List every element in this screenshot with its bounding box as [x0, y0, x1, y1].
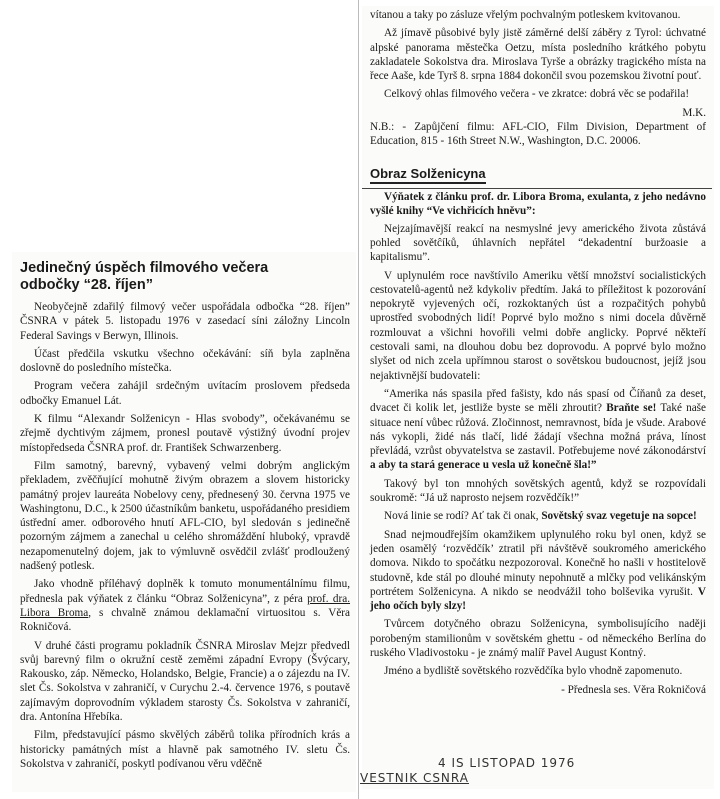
paragraph: Jméno a bydliště sovětského rozvědčíka bylo vhodně zapomenuto.: [384, 665, 683, 678]
paragraph: Nejzajímavější reakcí na nesmyslné jevy amerického života zůstává pohled sovětĉíků, úhlavních nepřátel “dekadentní buržoasie a kapitalismu”.: [370, 222, 706, 264]
paragraph: Film, představující pásmo skvělých záběrů tolika přírodních krás a historicky památných míst a hlavně pak samotného IV. sletu Čs. Sokolstva v zahraničí, poskytl podívanou věru vděčně: [20, 729, 350, 770]
paragraph: K filmu “Alexandr Solženicyn - Hlas svobody”, očekávanému se zřejmě dychtivým zájmem, pronesl poutavě výstižný úvodní projev místopředseda ČSNRA prof. dr. František Schwarzenberg.: [20, 413, 350, 454]
paragraph: Nová linie se rodí? Ať tak či onak, Sovětský svaz vegetuje na sopce!: [384, 510, 697, 523]
separator-line: [362, 188, 712, 189]
paragraph: Tvůrcem dotyčného obrazu Solženicyna, symbolisujícího naději porobeným stamilionům v sovětském ghettu - od německého Berlína do ruského Vladivostoku - je známý malíř Pavel August Kontný.: [370, 618, 706, 659]
paragraph: V druhé části programu pokladník ČSNRA Miroslav Mejzr předvedl svůj barevný film o okružní cestě zeměmi západní Evropy (Švýcary, Rakousko, záp. Německo, Holandsko, Belgie, Francie) a o zájezdu na IV. slet Čs. Sokolstva v zahraničí, v Curychu 2.-4. července 1976, s poutavě zajímavým doprovodním výkladem starosty Čs. Sokolstva v zahraničí, dra. Antonína Hřebíka.: [20, 639, 350, 724]
paragraph: Až jímavě působivé byly jistě záměrné delší záběry z Tyrol: úchvatné alpské panorama městečka Oetzu, místa posledního krátkého pobytu zakladatele Sokolstva dra. Miroslava Tyrše a obrázky tragického místa na řece Aaše, kde Tyrš 8. srpna 1884 dokončil svou pozemskou životní pouť.: [370, 27, 706, 83]
left-clipping: [12, 252, 356, 792]
paragraph: Film samotný, barevný, vybavený velmi dobrým anglickým překladem, zvěčňující mohutně živým obrazem a slovem historicky památný projev laureáta Nobelovy ceny, přednesený 30. června 1975 ve Washingtonu, D.C., k 2500 účastníkům banketu, uspořádaného presidiem ústřední amer. odborového hnutí AFL-CIO, byl sledován s jedinečně pozorným zájmem a zanechal u celého shromáždění hluboký, vpravdě nezapomenutelný dojem, jak to výmluvně osvědčil zvlášť prodloužený nadšený potlesk.: [20, 459, 350, 573]
handwritten-source: VESTNIK CSNRA: [360, 771, 469, 785]
paragraph: Takový byl ton mnohých sovětských agentů, když se rozpovídali soukromě: “Já už naprosto nejsem rozvědčík!”: [370, 477, 706, 505]
right-clipping: [362, 6, 714, 789]
signature: - Přednesla ses. Věra Rokničová: [561, 683, 706, 696]
paragraph: Neobyčejně zdařilý filmový večer uspořádala odbočka “28. říjen” ČSNRA v pátek 5. listopadu 1976 v zasedací síni záložny Lincoln Federal Savings v Berwyn, Illinois.: [20, 301, 350, 342]
blank-area: [10, 0, 350, 248]
lead-paragraph: Výňatek z článku prof. dr. Libora Broma, exulanta, z jeho nedávno vyšlé knihy “Ve vichřicích hněvu”:: [370, 190, 706, 217]
column-divider: [358, 0, 359, 799]
paragraph: Celkový ohlas filmového večera - ve zkratce: dobrá věc se podařila!: [384, 88, 690, 101]
paragraph: “Amerika nás spasila před fašisty, kdo nás spasí od Číňanů za deset, dvacet či kolik let, jestliže byste se měli zhroutit? Braňte se! Také naše situace není vůbec růžová. Zločinnost, nemravnost, bída je všude. Arabové nás vykopli, židé nás tlačí, lidé žádají všechna možná práva, línost převládá, vzrůst obyvatelstva se zastavil. Potřebujeme nové zákonodárství a aby ta stará generace u vesla už konečně šla!”: [370, 387, 706, 472]
handwritten-date: 4 IS LISTOPAD 1976: [438, 756, 576, 770]
article-title-line2: odbočky “28. říjen”: [20, 277, 153, 293]
article-title-line1: Jedinečný úspěch filmového večera: [20, 260, 269, 276]
signature: M.K.: [682, 106, 706, 119]
paragraph: Jako vhodně příléhavý doplněk k tomuto monumentálnímu filmu, přednesla pak výňatek z článku “Obraz Solženicyna”, z péra prof. dra. Libora Broma, s chvalně známou deklamační virtuositou s. Věra Rokničová.: [20, 578, 350, 634]
paragraph: V uplynulém roce navštívilo Ameriku větší množství socialistických cestovatelů-agentů než kdykoliv předtím. Jaká to příležitost k pozorování nepokrytě vyjevených očí, rozkoktaných úst a rozpačitých pohybů uprostřed svobodných lidí! Poprvé bylo možno s nimi docela důvěrně rozmlouvat a všichni hovořili velmi dobře anglicky. Poprvé někteří cestovali sami, na dlouhou dobu bez doprovodu. A poprvé bylo možno slyšet od nich zcela upřímnou starost o sovětskou budoucnost, jejíž jsou nejaktivnější budovateli:: [370, 269, 706, 382]
paragraph: Program večera zahájil srdečným uvítacím proslovem předseda odbočky Emanuel Lát.: [20, 380, 350, 407]
article-title: Obraz Solženicyna: [370, 166, 486, 184]
paragraph: Účast předčila vskutku všechno očekávání: síň byla zaplněna doslovně do posledního místečka.: [20, 347, 350, 375]
nb-note: N.B.: - Zapůjčení filmu: AFL-CIO, Film Division, Department of Education, 815 - 16th Street N.W., Washington, D.C. 20006.: [370, 121, 706, 148]
paragraph: Snad nejmoudřejším okamžikem uplynulého roku byl onen, když se jeden osamělý ‘rozvědčík’ ztratil při návštěvě soukromého amerického domova. Nikdo to spočátku nezpozoroval. Konečně ho našli v hostitelově studovně, kde stál po dlouhé minuty nepohnutě a mlčky pod velikánským portrétem Solženicyna. A nikdo se neodvážil toho bolševika vyrušit. V jeho očích byly slzy!: [370, 528, 706, 613]
underlined-author: prof. dra. Libora Broma: [20, 592, 350, 619]
paragraph: vítanou a taky po zásluze vřelým pochvalným potleskem kvitovanou.: [370, 9, 681, 21]
